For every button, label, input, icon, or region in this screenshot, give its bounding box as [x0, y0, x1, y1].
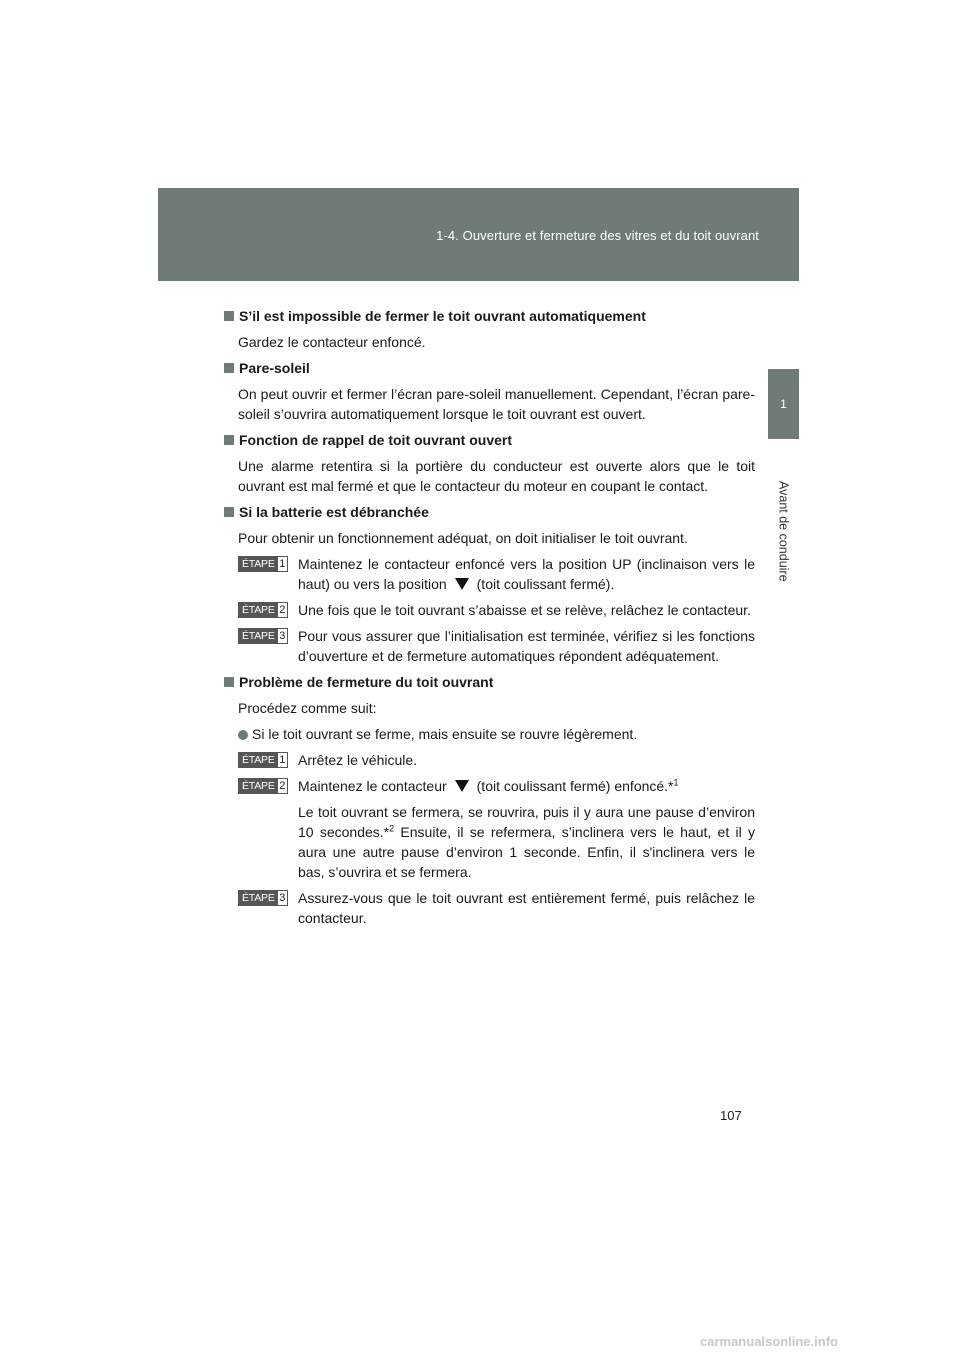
step-badge: ÉTAPE 2: [238, 602, 288, 618]
step-item: ÉTAPE 1 Arrêtez le véhicule.: [238, 750, 755, 770]
paragraph: Le toit ouvrant se fermera, se rouvrira, puis il y aura une pause d’environ 10 secondes.*$^2$ Ensuite, il se refermera, s’inclinera vers le haut, et il y aura une autre pause d’environ 1 seconde. Enfin, il s'inclinera vers le bas, s’ouvrira et se fermera.: [298, 804, 756, 880]
section-title: Problème de fermeture du toit ouvrant: [224, 672, 755, 692]
watermark: carmanualsonline.info: [700, 1334, 838, 1349]
down-triangle-icon: [455, 780, 469, 792]
step-item: ÉTAPE 3 Assurez-vous que le toit ouvrant est entièrement fermé, puis relâchez le contacteur.: [238, 888, 755, 928]
section-title: Fonction de rappel de toit ouvrant ouvert: [224, 430, 755, 450]
square-bullet-icon: [224, 311, 234, 321]
step-badge: ÉTAPE 1: [238, 752, 288, 768]
paragraph: Gardez le contacteur enfoncé.: [238, 334, 426, 350]
square-bullet-icon: [224, 677, 234, 687]
step-badge: ÉTAPE 2: [238, 778, 288, 794]
circle-bullet-icon: [238, 730, 248, 740]
paragraph: On peut ouvrir et fermer l’écran pare-soleil manuellement. Cependant, l’écran pare-soleil s’ouvrira automatiquement lorsque le toit ouvrant est ouvert.: [238, 386, 755, 422]
paragraph: Une alarme retentira si la portière du conducteur est ouverte alors que le toit ouvrant est mal fermé et que le contacteur du moteur en coupant le contact.: [238, 458, 755, 494]
chapter-number: 1: [780, 397, 787, 411]
chapter-side-label: [768, 446, 799, 616]
page-number: 107: [720, 1108, 742, 1123]
header-title: 1-4. Ouverture et fermeture des vitres et du toit ouvrant: [436, 228, 759, 243]
section-title: Pare-soleil: [224, 358, 755, 378]
bullet-item: Si le toit ouvrant se ferme, mais ensuite se rouvre légèrement.: [238, 724, 755, 744]
step-item: ÉTAPE 2 Une fois que le toit ouvrant s’abaisse et se relève, relâchez le contacteur.: [238, 600, 755, 620]
section-title: S’il est impossible de fermer le toit ouvrant automatiquement: [224, 306, 755, 326]
page-content: [224, 306, 755, 934]
step-badge: ÉTAPE 1: [238, 556, 288, 572]
chapter-name: Avant de conduire: [776, 480, 791, 582]
square-bullet-icon: [224, 435, 234, 445]
chapter-header: [158, 188, 799, 281]
square-bullet-icon: [224, 363, 234, 373]
paragraph: Pour obtenir un fonctionnement adéquat, on doit initialiser le toit ouvrant.: [238, 530, 688, 546]
square-bullet-icon: [224, 507, 234, 517]
step-item: ÉTAPE 2 Maintenez le contacteur (toit coulissant fermé) enfoncé.*$^1$: [238, 776, 755, 796]
down-triangle-icon: [455, 578, 469, 590]
chapter-tab[interactable]: [768, 369, 799, 439]
step-badge: ÉTAPE 3: [238, 628, 288, 644]
section-title: Si la batterie est débranchée: [224, 502, 755, 522]
paragraph: Procédez comme suit:: [238, 700, 377, 716]
step-item: ÉTAPE 3 Pour vous assurer que l’initialisation est terminée, vérifiez si les fonctions d’ouverture et de fermeture automatiques répondent adéquatement.: [238, 626, 755, 666]
step-badge: ÉTAPE 3: [238, 890, 288, 906]
step-item: ÉTAPE 1 Maintenez le contacteur enfoncé vers la position UP (inclinaison vers le haut) ou vers la position (toit coulissant fermé).: [238, 554, 755, 594]
